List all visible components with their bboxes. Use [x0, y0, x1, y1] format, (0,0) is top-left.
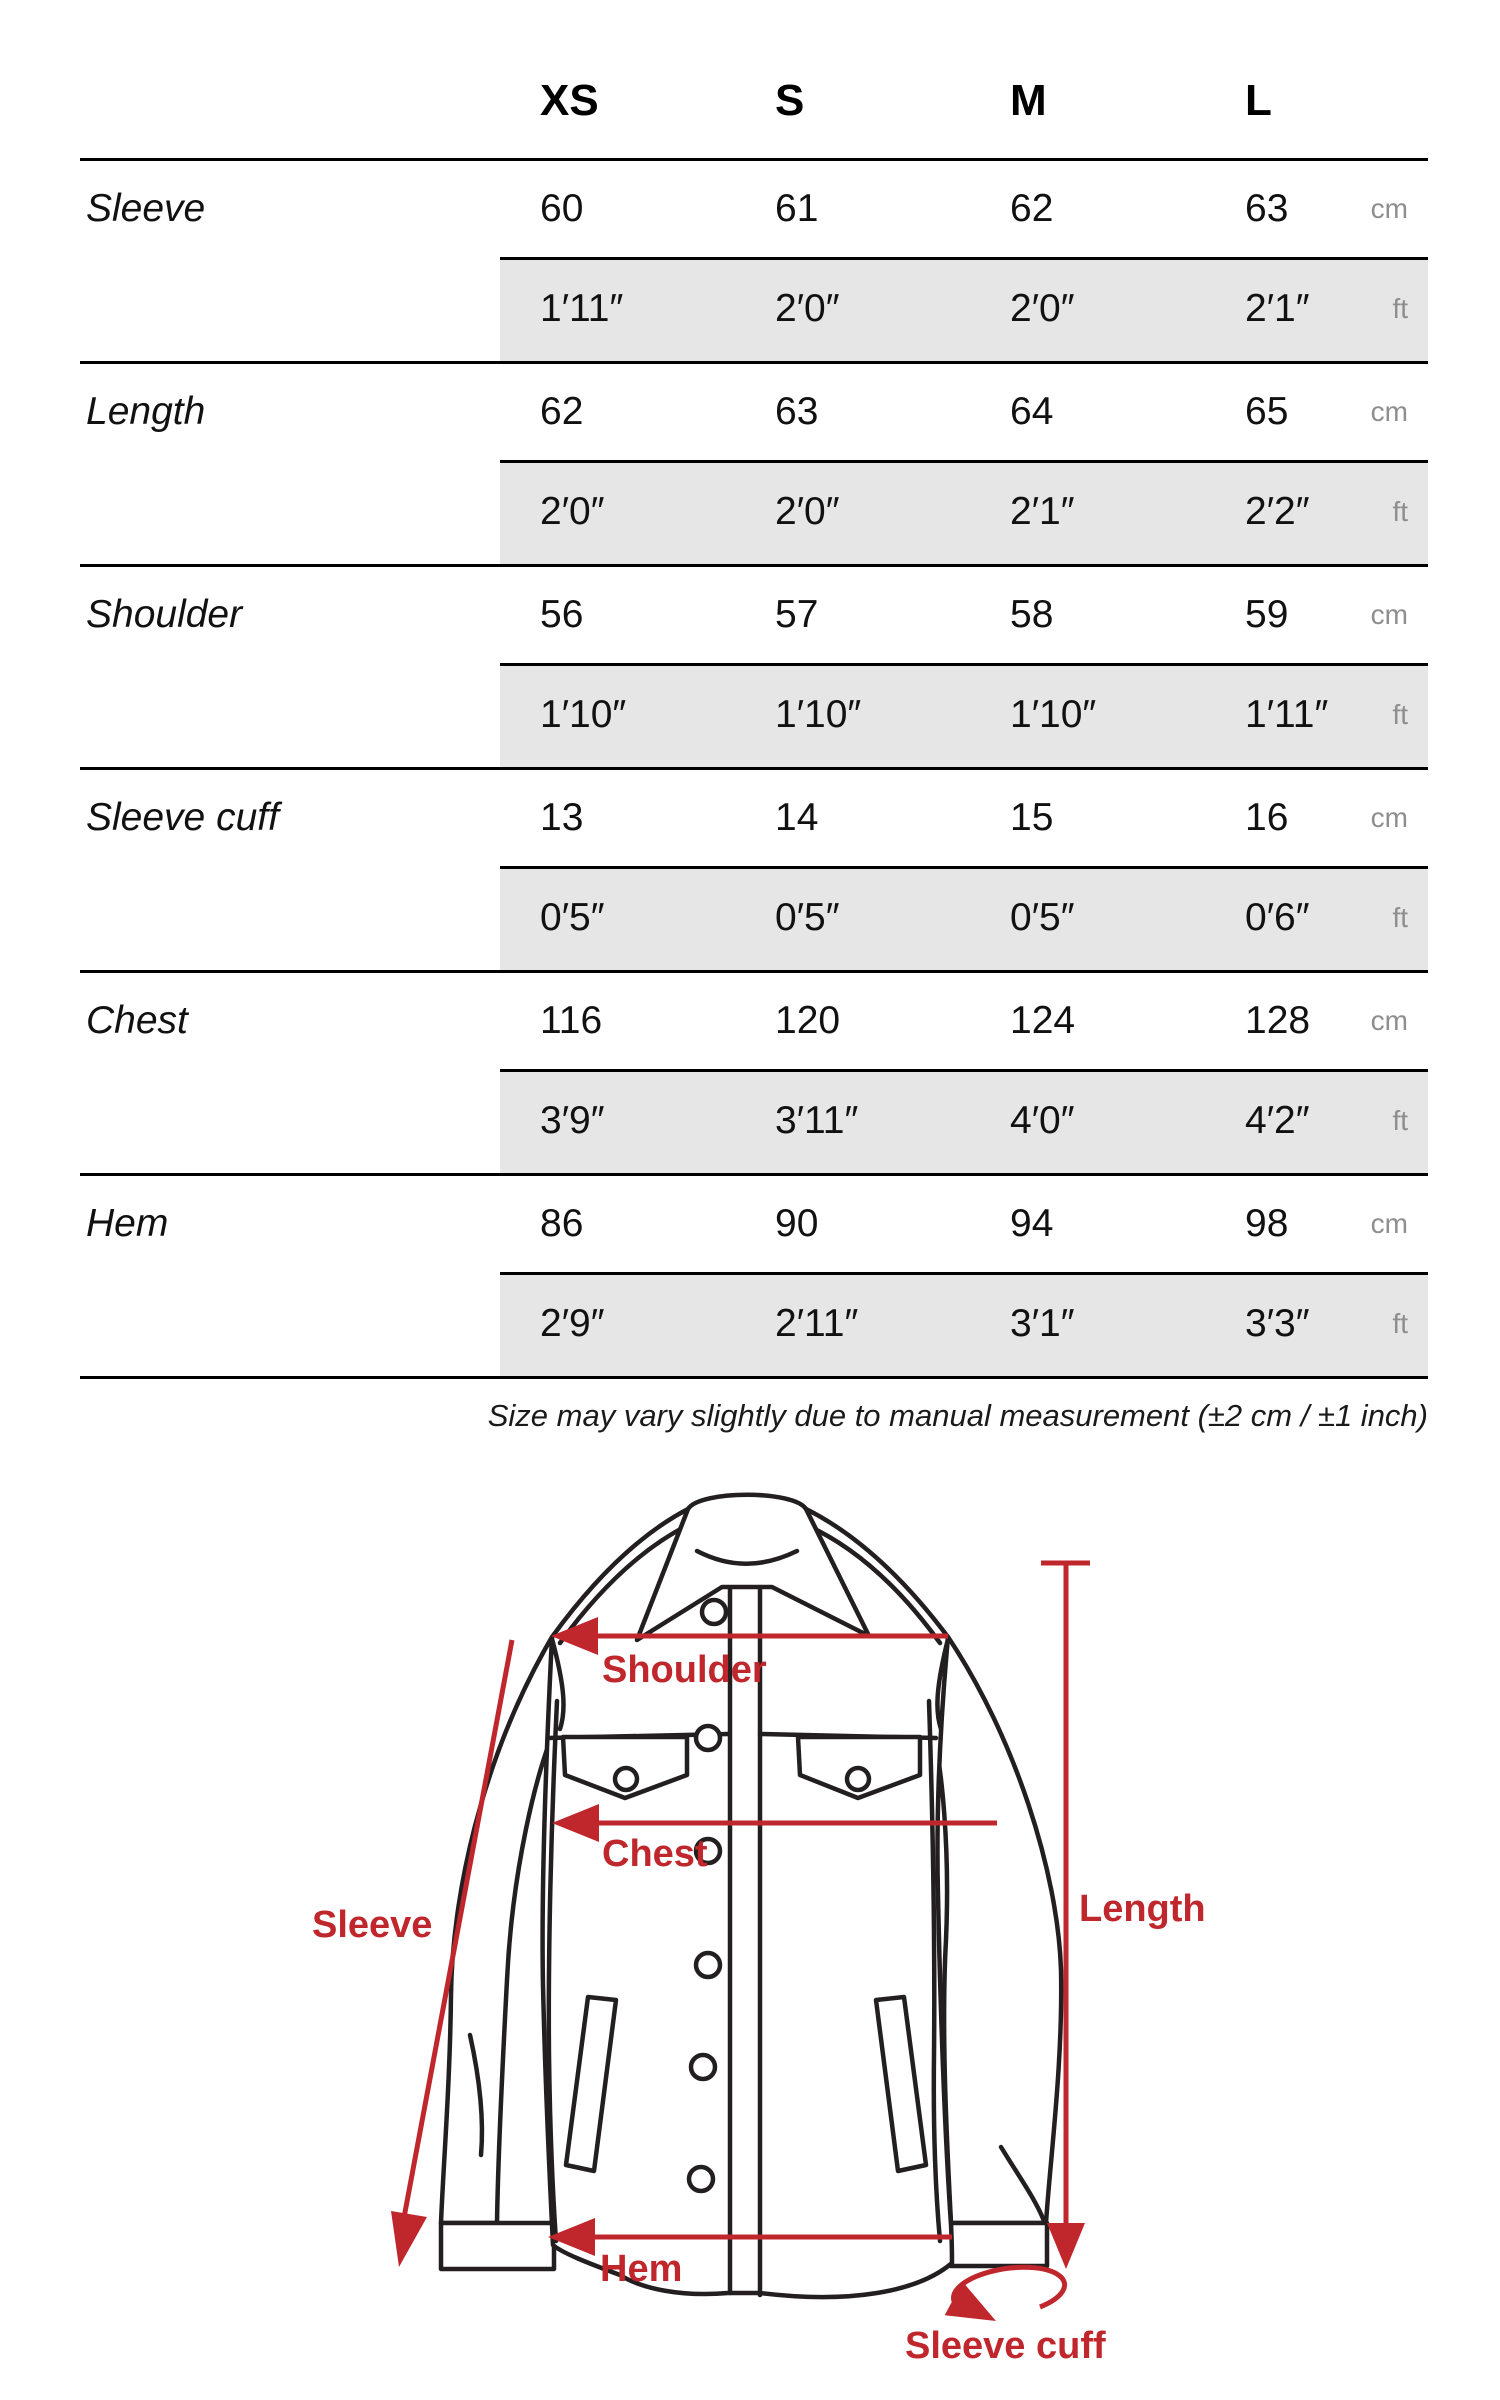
value-cm: 128 [1245, 999, 1311, 1042]
value-ft: 2′9″ [540, 1302, 605, 1345]
row-ft [80, 1069, 1428, 1173]
unit-ft-label: ft [1392, 496, 1408, 527]
value-cm: 98 [1245, 1202, 1289, 1245]
row-cm [80, 973, 1428, 1069]
value-ft: 0′5″ [775, 896, 840, 939]
value-ft: 1′11″ [540, 287, 624, 330]
measurement-group [80, 973, 1428, 1176]
value-cm: 62 [1010, 187, 1054, 230]
value-cm: 120 [775, 999, 841, 1042]
value-cm: 64 [1010, 390, 1054, 433]
row-cm [80, 161, 1428, 257]
hem-label: Hem [600, 2248, 683, 2290]
measurement-note: Size may vary slightly due to manual measurement (±2 cm / ±1 inch) [487, 1398, 1428, 1433]
value-cm: 16 [1245, 796, 1289, 839]
table-rows [80, 158, 1428, 1379]
size-header-l: L [1245, 76, 1272, 125]
value-ft: 0′5″ [1010, 896, 1075, 939]
row-cm [80, 770, 1428, 866]
value-cm: 86 [540, 1202, 584, 1245]
unit-cm-label: cm [1370, 802, 1408, 833]
unit-ft-label: ft [1392, 293, 1408, 324]
value-ft: 3′9″ [540, 1099, 605, 1142]
value-cm: 60 [540, 187, 584, 230]
measurement-group [80, 161, 1428, 364]
measurement-label: Shoulder [86, 593, 243, 636]
value-cm: 63 [775, 390, 819, 433]
sleeve-arrowhead-icon [391, 2211, 427, 2267]
value-ft: 1′10″ [540, 693, 627, 736]
unit-ft-label: ft [1392, 699, 1408, 730]
value-ft: 2′0″ [775, 490, 840, 533]
value-cm: 58 [1010, 593, 1054, 636]
value-ft: 2′11″ [775, 1302, 859, 1345]
unit-ft-label: ft [1392, 1308, 1408, 1339]
row-ft [80, 866, 1428, 970]
value-ft: 4′0″ [1010, 1099, 1075, 1142]
value-ft: 1′10″ [775, 693, 862, 736]
length-label: Length [1079, 1888, 1206, 1930]
unit-cm-label: cm [1370, 1005, 1408, 1036]
measurement-label: Sleeve [86, 187, 206, 230]
value-cm: 65 [1245, 390, 1289, 433]
unit-cm-label: cm [1370, 599, 1408, 630]
size-header-row [80, 58, 1428, 158]
jacket-body [543, 1509, 952, 2297]
unit-cm-label: cm [1370, 396, 1408, 427]
row-ft [80, 460, 1428, 564]
value-ft: 2′0″ [1010, 287, 1075, 330]
size-header-s: S [775, 76, 805, 125]
value-cm: 15 [1010, 796, 1054, 839]
value-cm: 124 [1010, 999, 1076, 1042]
measurement-group [80, 1176, 1428, 1379]
value-ft: 2′0″ [540, 490, 605, 533]
value-ft: 3′3″ [1245, 1302, 1310, 1345]
value-cm: 62 [540, 390, 584, 433]
measurement-group [80, 770, 1428, 973]
value-cm: 57 [775, 593, 819, 636]
value-ft: 0′5″ [540, 896, 605, 939]
value-ft: 2′1″ [1010, 490, 1075, 533]
sleeve-label: Sleeve [312, 1904, 433, 1946]
measurement-label: Chest [86, 999, 188, 1042]
length-arrowhead-icon [1047, 2223, 1085, 2269]
value-ft: 0′6″ [1245, 896, 1310, 939]
measurement-label: Sleeve cuff [86, 796, 279, 839]
sleeve-cuff-label: Sleeve cuff [905, 2325, 1106, 2367]
row-ft [80, 257, 1428, 361]
value-cm: 14 [775, 796, 819, 839]
row-ft [80, 663, 1428, 767]
chest-label: Chest [602, 1833, 708, 1875]
value-cm: 61 [775, 187, 819, 230]
right-cuff [951, 2223, 1047, 2266]
value-ft: 1′11″ [1245, 693, 1329, 736]
row-ft [80, 1272, 1428, 1376]
value-ft: 4′2″ [1245, 1099, 1310, 1142]
value-cm: 90 [775, 1202, 819, 1245]
length-annotation [1041, 1563, 1206, 2269]
measurement-group [80, 567, 1428, 770]
jacket-right-sleeve [932, 1637, 1061, 2266]
value-ft: 1′10″ [1010, 693, 1097, 736]
unit-cm-label: cm [1370, 193, 1408, 224]
row-cm [80, 567, 1428, 663]
sleeve-cuff-annotation [905, 2267, 1106, 2367]
measurement-label: Hem [86, 1202, 169, 1245]
value-cm: 116 [540, 999, 603, 1042]
value-cm: 63 [1245, 187, 1289, 230]
unit-cm-label: cm [1370, 1208, 1408, 1239]
unit-ft-label: ft [1392, 902, 1408, 933]
size-header-m: M [1010, 76, 1047, 125]
measurement-group [80, 364, 1428, 567]
value-ft: 2′2″ [1245, 490, 1310, 533]
jacket-measurement-diagram [250, 1455, 1350, 2400]
left-cuff [441, 2223, 554, 2269]
value-cm: 13 [540, 796, 584, 839]
size-chart-table [80, 58, 1428, 1379]
value-ft: 3′1″ [1010, 1302, 1075, 1345]
value-cm: 94 [1010, 1202, 1054, 1245]
unit-ft-label: ft [1392, 1105, 1408, 1136]
value-ft: 3′11″ [775, 1099, 859, 1142]
row-cm [80, 1176, 1428, 1272]
value-cm: 56 [540, 593, 584, 636]
value-ft: 2′0″ [775, 287, 840, 330]
shoulder-label: Shoulder [602, 1649, 767, 1691]
row-cm [80, 364, 1428, 460]
size-header-xs: XS [540, 76, 599, 125]
value-ft: 2′1″ [1245, 287, 1310, 330]
measurement-label: Length [86, 390, 206, 433]
value-cm: 59 [1245, 593, 1289, 636]
